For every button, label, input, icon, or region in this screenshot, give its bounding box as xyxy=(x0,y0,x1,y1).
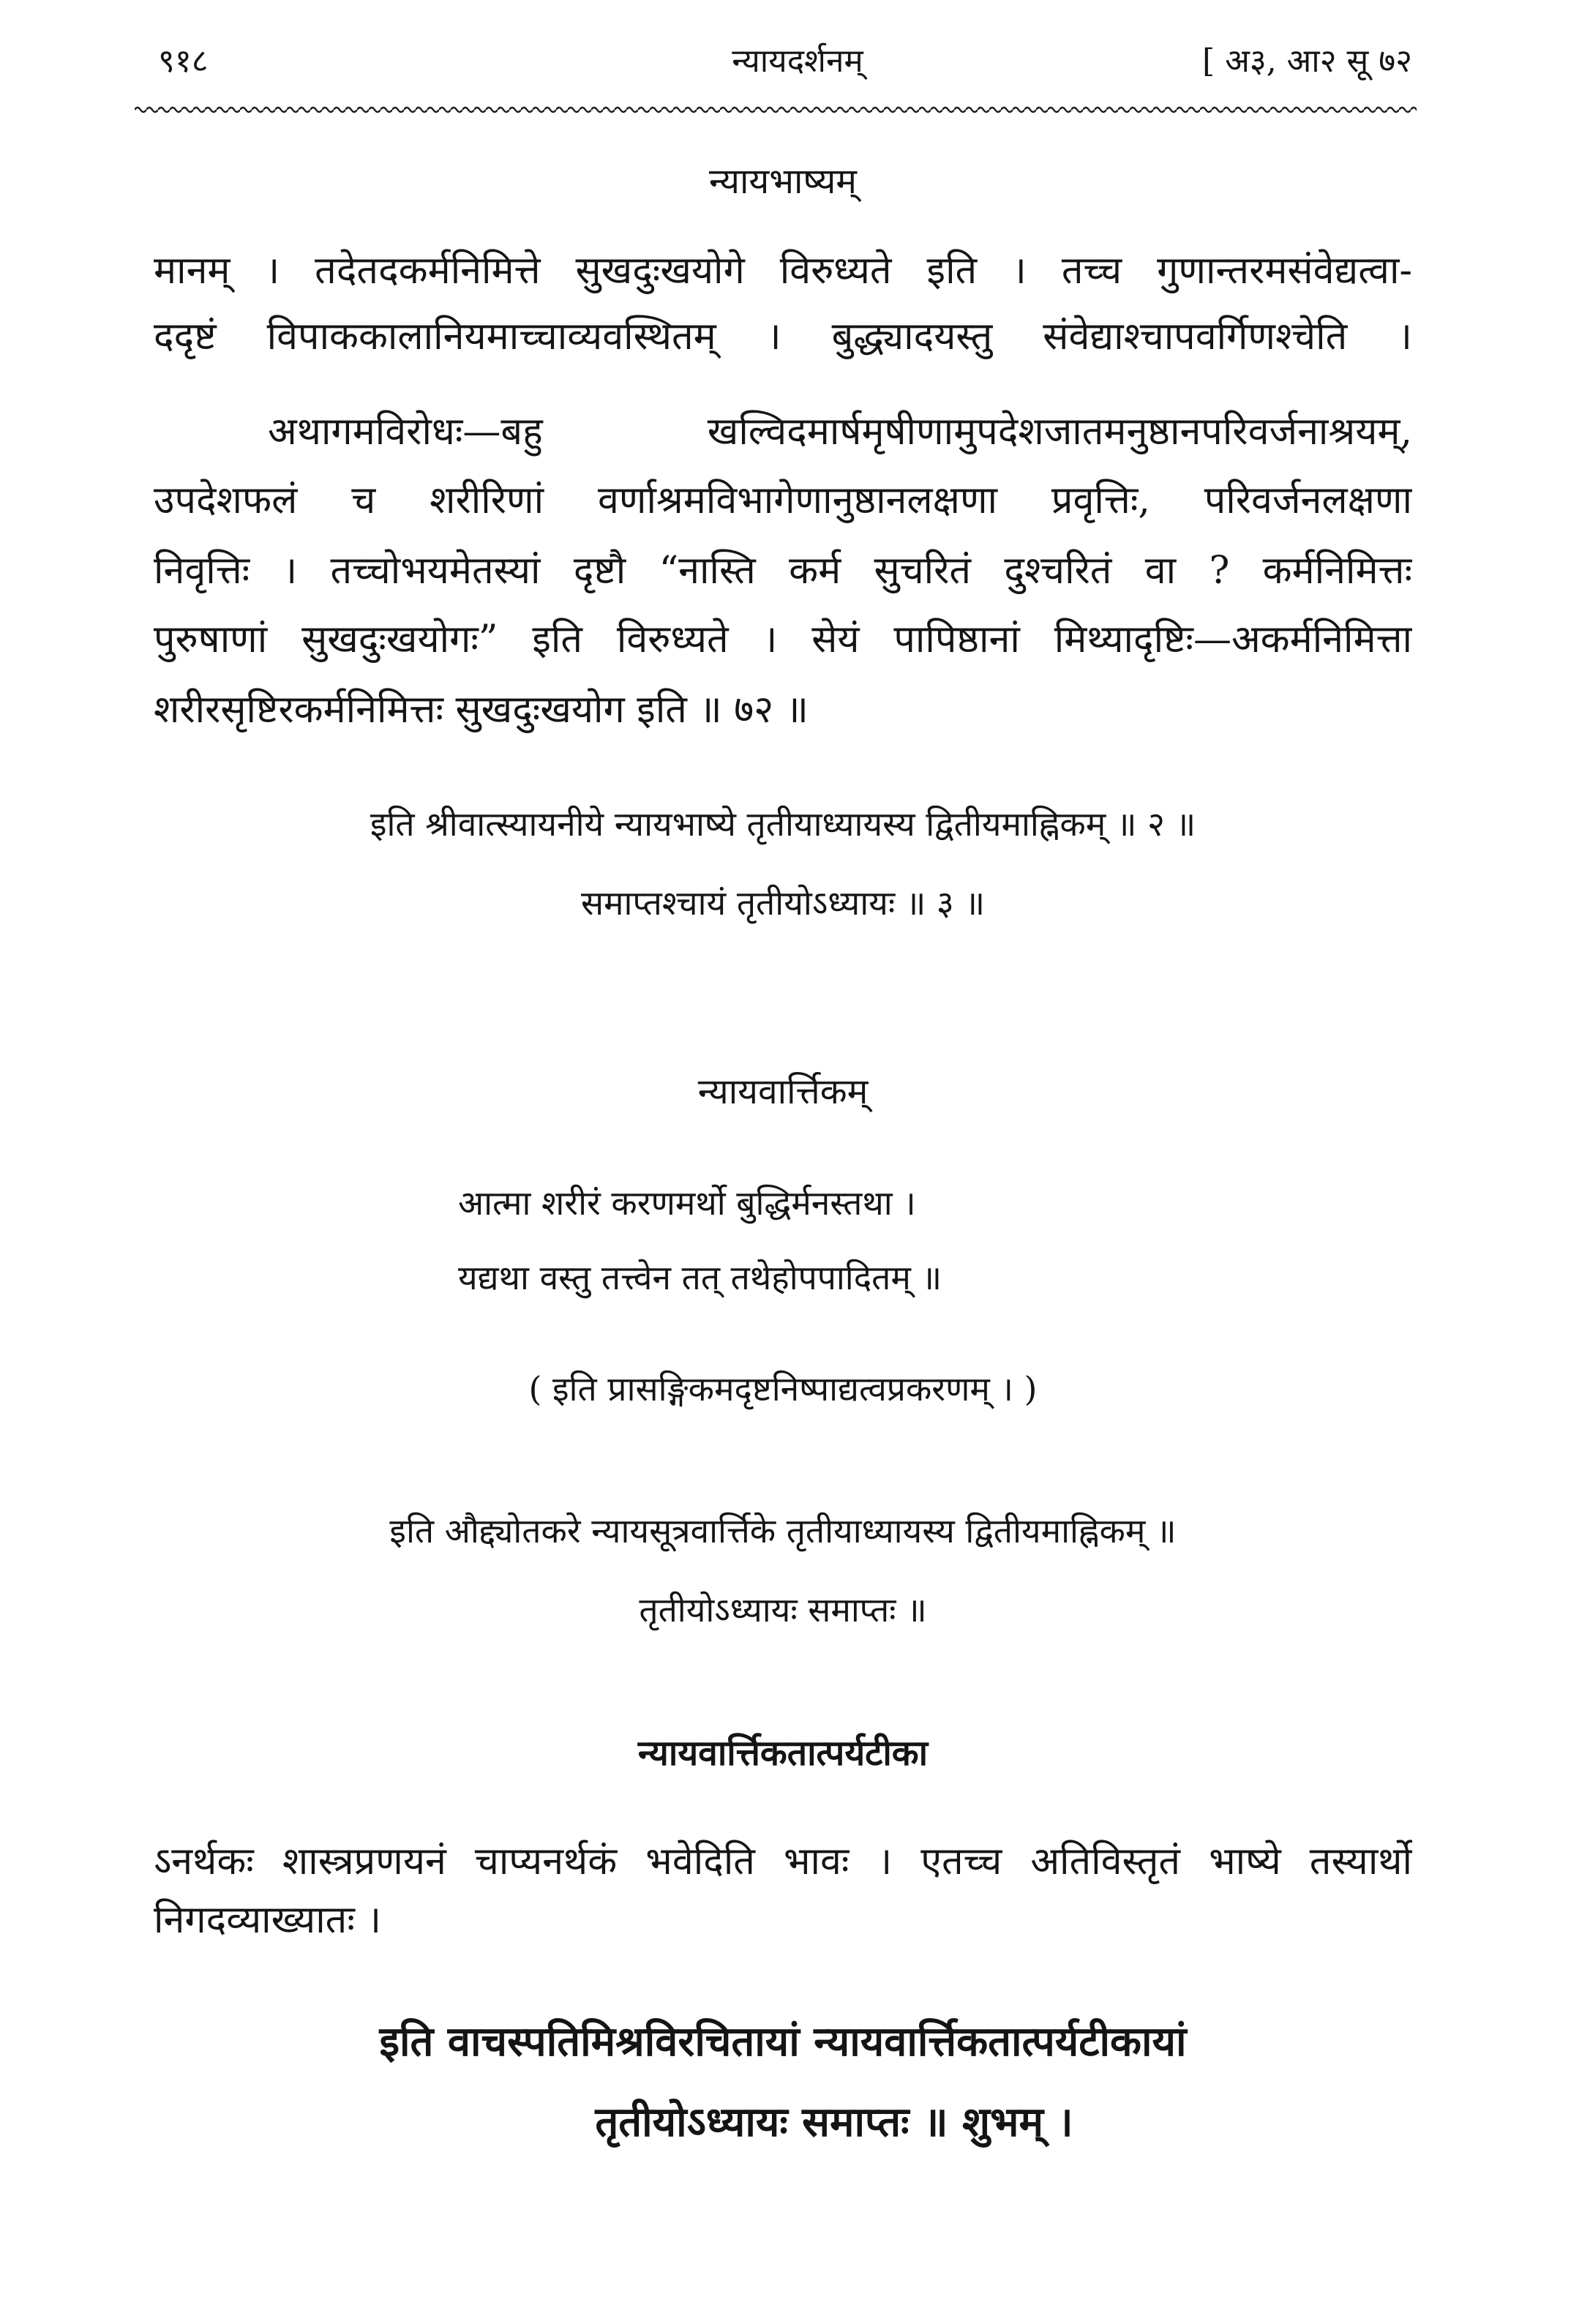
page-number: ९१८ xyxy=(158,42,209,80)
section-reference: [ अ३, आ२ सू ७२ xyxy=(1202,42,1412,80)
header-divider xyxy=(135,102,1417,117)
bhashya-para2-line: शरीरसृष्टिरकर्मनिमित्तः सुखदुःखयोग इति ॥ ७२ ॥ xyxy=(154,688,809,732)
bhashya-heading: न्यायभाष्यम् xyxy=(708,161,858,202)
varttika-colophon: तृतीयोऽध्यायः समाप्तः ॥ xyxy=(639,1590,927,1630)
running-title: न्यायदर्शनम् xyxy=(732,42,863,80)
varttika-colophon: इति औद्द्योतकरे न्यायसूत्रवार्त्तिके तृतीयाध्यायस्य द्वितीयमाह्निकम् ॥ xyxy=(389,1511,1177,1551)
bhashya-para1-line: मानम् । तदेतदकर्मनिमित्ते सुखदुःखयोगे विरुध्यते इति । तच्च गुणान्तरमसंवेद्यत्वा- xyxy=(154,249,1412,293)
varttika-heading: न्यायवार्त्तिकम् xyxy=(697,1071,869,1112)
tika-para-line: निगदव्याख्यातः । xyxy=(154,1898,382,1942)
bhashya-para2-line: उपदेशफलं च शरीरिणां वर्णाश्रमविभागेणानुष्ठानलक्षणा प्रवृत्तिः, परिवर्जनलक्षणा xyxy=(154,479,1412,522)
bhashya-para2-line: अथागमविरोधः—बहु खल्विदमार्षमृषीणामुपदेशजातमनुष्ठानपरिवर्जनाश्रयम्, xyxy=(268,410,1412,454)
tika-colophon: तृतीयोऽध्यायः समाप्तः ॥ शुभम् । xyxy=(595,2098,1073,2146)
tika-colophon: इति वाचस्पतिमिश्रविरचितायां न्यायवार्त्तिकतात्पर्यटीकायां xyxy=(379,2017,1187,2066)
bhashya-para2-line: पुरुषाणां सुखदुःखयोगः” इति विरुध्यते । सेयं पापिष्ठानां मिथ्यादृष्टिः—अकर्मनिमित्ता xyxy=(154,618,1412,661)
varttika-verse-line: आत्मा शरीरं करणमर्थो बुद्धिर्मनस्तथा । xyxy=(458,1183,916,1223)
tika-para-line: ऽनर्थकः शास्त्रप्रणयनं चाप्यनर्थकं भवेदिति भावः । एतच्च अतिविस्तृतं भाष्ये तस्यार्थो xyxy=(154,1840,1412,1883)
varttika-verse-line: यद्यथा वस्तु तत्त्वेन तत् तथेहोपपादितम् ॥ xyxy=(458,1258,942,1297)
bhashya-colophon: समाप्तश्चायं तृतीयोऽध्यायः ॥ ३ ॥ xyxy=(580,883,986,923)
bhashya-colophon: इति श्रीवात्स्यायनीये न्यायभाष्ये तृतीयाध्यायस्य द्वितीयमाह्निकम् ॥ २ ॥ xyxy=(370,804,1196,844)
prakarana-closing: ( इति प्रासङ्गिकमदृष्टनिष्पाद्यत्वप्रकरणम् । ) xyxy=(528,1369,1038,1409)
tika-heading: न्यायवार्त्तिकतात्पर्यटीका xyxy=(637,1733,929,1774)
bhashya-para2-line: निवृत्तिः । तच्चोभयमेतस्यां दृष्टौ “नास्ति कर्म सुचरितं दुश्चरितं वा ? कर्मनिमित्तः xyxy=(154,549,1412,593)
bhashya-para1-line: ददृष्टं विपाककालानियमाच्चाव्यवस्थितम् । बुद्ध्यादयस्तु संवेद्याश्चापवर्गिणश्चेति । xyxy=(154,315,1412,359)
